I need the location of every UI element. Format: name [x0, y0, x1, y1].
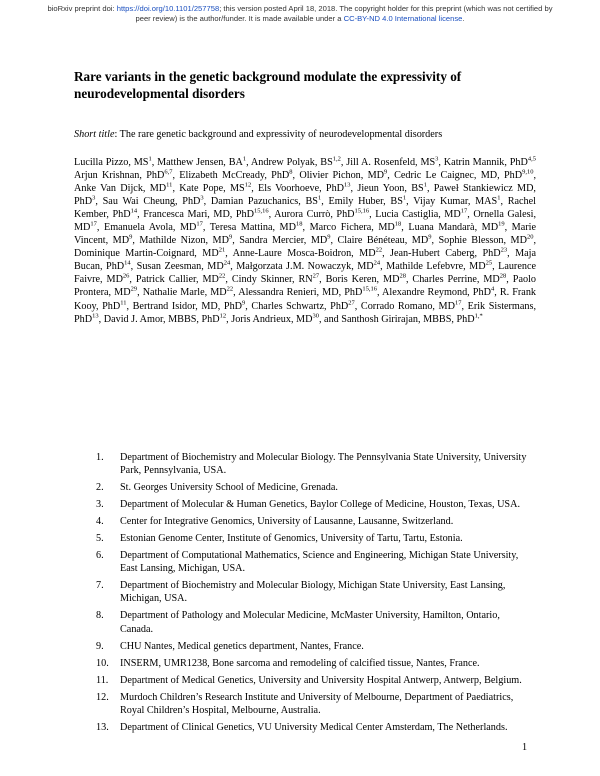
affiliation-text: Estonian Genome Center, Institute of Genomics, University of Tartu, Tartu, Estonia. — [120, 533, 463, 545]
affiliation-text: Department of Biochemistry and Molecular Biology. The Pennsylvania State University, University Park, Pennsylvania, USA. — [120, 452, 527, 477]
author-affiliation-marker: 3 — [200, 194, 204, 202]
author-affiliation-marker: 12 — [219, 312, 227, 320]
affiliation-text: INSERM, UMR1238, Bone sarcoma and remodeling of calcified tissue, Nantes, France. — [120, 657, 480, 669]
author-name: , Teresa Mattina, MD — [202, 222, 296, 234]
author-name: , Susan Zeesman, MD — [130, 261, 224, 273]
author-affiliation-marker: 1,2 — [332, 155, 341, 163]
author-name: , Marie Vincent, MD — [74, 222, 537, 247]
affiliation-number: 9. — [96, 640, 104, 652]
author-name: , Charles Perrine, MD — [405, 274, 500, 286]
affiliation-number: 2. — [96, 482, 104, 494]
author-affiliation-marker: 9 — [228, 233, 233, 241]
author-name: , Marco Fichera, MD — [302, 222, 395, 234]
affiliation-number: 5. — [96, 533, 104, 545]
author-affiliation-marker: 4,5 — [527, 155, 536, 163]
affiliation-number: 7. — [96, 580, 104, 592]
author-name: , Francesca Mari, MD, PhD — [137, 209, 255, 221]
author-affiliation-marker: 22 — [218, 273, 226, 281]
author-affiliation-marker: 9 — [242, 299, 246, 307]
author-name: , Paolo Prontera, MD — [74, 274, 536, 299]
author-name: , Luana Mandarà, MD — [401, 222, 499, 234]
author-affiliation-marker: 15,16 — [254, 207, 269, 215]
affiliation-item — [96, 451, 532, 477]
author-affiliation-marker: 17 — [460, 207, 468, 215]
author-name: , Olivier Pichon, MD — [292, 170, 385, 182]
author-name: , Boris Keren, MD — [319, 274, 400, 286]
affiliation-number: 13. — [96, 721, 109, 733]
affiliation-text: Department of Clinical Genetics, VU University Medical Center Amsterdam, The Netherlands. — [120, 721, 508, 733]
notice-middle: ; this version posted April 18, 2018. The copyright holder for this preprint (which was not certified by peer review) is the author/funder. It is made available under a — [135, 4, 553, 23]
author-affiliation-marker: 1 — [148, 155, 152, 163]
author-affiliation-marker: 1 — [497, 194, 501, 202]
author-name: , Nathalie Marle, MD — [137, 287, 227, 299]
affiliation-item — [96, 640, 532, 653]
author-name: , Corrado Romano, MD — [354, 300, 455, 312]
author-affiliation-marker: 9,10 — [522, 168, 534, 176]
affiliation-text: Department of Biochemistry and Molecular Biology, Michigan State University, East Lansing, Michigan, USA. — [120, 580, 506, 605]
affiliation-text: St. Georges University School of Medicine, Grenada. — [120, 482, 338, 494]
author-affiliation-marker: 20 — [526, 233, 534, 241]
affiliation-item — [96, 549, 532, 575]
author-name: , Alexandre Reymond, PhD — [376, 287, 491, 299]
author-name: , Andrew Polyak, BS — [246, 157, 333, 168]
affiliation-number: 11. — [96, 674, 109, 686]
author-affiliation-marker: 3 — [92, 194, 96, 202]
short-title — [74, 128, 544, 141]
author-name: , Jieun Yoon, BS — [350, 183, 424, 195]
affiliation-text: Department of Medical Genetics, University and University Hospital Antwerp, Antwerp, Belgium. — [120, 674, 522, 686]
affiliation-number: 12. — [96, 691, 109, 703]
author-name: , Lucia Castiglia, MD — [369, 209, 461, 221]
author-affiliation-marker: 17 — [90, 220, 97, 228]
affiliation-item — [96, 481, 532, 494]
author-name: Lucilla Pizzo, MS — [74, 157, 149, 168]
author-name: , Els Voorhoeve, PhD — [251, 183, 345, 195]
author-name: , Dominique Martin-Coignard, MD — [74, 235, 536, 260]
paper-title: Rare variants in the genetic background modulate the expressivity of neurodevelopmental disorders — [74, 69, 462, 101]
author-name: , Małgorzata J.M. Nowaczyk, MD — [230, 261, 374, 273]
short-title-text: The rare genetic background and expressivity of neurodevelopmental disorders — [119, 129, 443, 140]
author-affiliation-marker: 24 — [223, 259, 231, 267]
affiliation-number: 8. — [96, 610, 104, 622]
preprint-notice — [40, 4, 560, 23]
author-affiliation-marker: 17 — [196, 220, 203, 228]
affiliation-number: 6. — [96, 550, 104, 562]
author-affiliation-marker: 19 — [498, 220, 505, 228]
author-name: , Patrick Callier, MD — [129, 274, 219, 286]
author-affiliation-marker: 17 — [454, 299, 462, 307]
author-name: , Emily Huber, BS — [321, 196, 403, 208]
affiliation-item — [96, 691, 532, 717]
author-affiliation-marker: 3 — [435, 155, 439, 163]
author-name: , Aurora Currò, PhD — [268, 209, 355, 221]
affiliation-number: 10. — [96, 657, 109, 669]
author-name: , and Santhosh Girirajan, MBBS, PhD — [318, 313, 475, 325]
author-name: , Ornella Galesi, MD — [74, 209, 536, 234]
affiliation-item — [96, 609, 532, 635]
affiliation-text: Murdoch Children’s Research Institute and University of Melbourne, Department of Paediatrics, Royal Children’s Hospital, Melbourne, Australia. — [120, 691, 514, 716]
author-name: , Laurence Faivre, MD — [74, 261, 536, 286]
author-name: , Erik Sistermans, PhD — [74, 300, 536, 325]
author-affiliation-marker: 25 — [485, 259, 493, 267]
affiliation-text: CHU Nantes, Medical genetics department, Nantes, France. — [120, 640, 364, 652]
author-name: , Maja Bucan, PhD — [74, 248, 536, 273]
affiliation-item — [96, 515, 532, 528]
author-name: , Jill A. Rosenfeld, MS — [340, 157, 436, 168]
author-affiliation-marker: 1,* — [474, 312, 483, 320]
notice-prefix: bioRxiv preprint doi: — [47, 4, 117, 13]
author-affiliation-marker: 26 — [122, 273, 130, 281]
affiliation-text: Center for Integrative Genomics, University of Lausanne, Lausanne, Switzerland. — [120, 516, 454, 528]
author-affiliation-marker: 22 — [375, 246, 383, 254]
author-name: , Charles Schwartz, PhD — [245, 300, 349, 312]
author-affiliation-marker: 1 — [402, 194, 407, 202]
affiliation-text: Department of Computational Mathematics, Science and Engineering, Michigan State University, East Lansing, Michigan, USA. — [120, 550, 519, 575]
author-affiliation-marker: 6,7 — [164, 168, 173, 176]
affiliation-item — [96, 532, 532, 545]
notice-end: . — [462, 13, 465, 23]
author-name: , Claire Bénéteau, MD — [330, 235, 429, 247]
affiliation-item — [96, 657, 532, 670]
author-name: , Emanuela Avola, MD — [96, 222, 197, 234]
author-affiliation-marker: 1 — [423, 181, 427, 189]
author-affiliation-marker: 27 — [312, 273, 320, 281]
affiliation-list — [96, 451, 532, 738]
page-number: 1 — [522, 742, 528, 753]
affiliation-number: 1. — [96, 452, 104, 463]
author-name: , Bertrand Isidor, MD, PhD — [126, 300, 243, 312]
author-affiliation-marker: 14 — [130, 207, 138, 215]
author-name: , Cindy Skinner, RN — [225, 274, 313, 286]
affiliation-text: Department of Molecular & Human Genetics, Baylor College of Medicine, Houston, Texas, USA. — [120, 499, 520, 511]
author-name: , Kate Pope, MS — [172, 183, 245, 195]
author-name: , Alessandra Renieri, MD, PhD — [233, 287, 363, 299]
author-name: , Anke Van Dijck, MD — [74, 170, 536, 195]
author-name: , Joris Andrieux, MD — [226, 313, 313, 325]
author-name: , Sau Wai Cheung, PhD — [95, 196, 201, 208]
author-name: Arjun Krishnan, PhD — [74, 170, 165, 182]
author-name: , David J. Amor, MBBS, PhD — [98, 313, 220, 325]
author-affiliation-marker: 9 — [129, 233, 133, 241]
author-name: , Matthew Jensen, BA — [151, 157, 243, 168]
author-name: , Sophie Blesson, MD — [431, 235, 527, 247]
author-affiliation-marker: 15,16 — [362, 286, 377, 294]
author-list — [74, 156, 536, 326]
author-affiliation-marker: 13 — [344, 181, 351, 189]
author-affiliation-marker: 1 — [317, 194, 322, 202]
author-affiliation-marker: 9 — [428, 233, 432, 241]
author-affiliation-marker: 15,16 — [354, 207, 370, 215]
affiliation-number: 4. — [96, 516, 104, 528]
author-affiliation-marker: 18 — [295, 220, 303, 228]
affiliation-text: Department of Pathology and Molecular Medicine, McMaster University, Hamilton, Ontario, Canada. — [120, 610, 500, 635]
author-name: , R. Frank Kooy, PhD — [74, 287, 537, 312]
author-affiliation-marker: 24 — [373, 259, 381, 267]
author-name: , Vijay Kumar, MAS — [406, 196, 498, 208]
author-name: , Cedric Le Caignec, MD, PhD — [387, 170, 523, 182]
author-name: , Sandra Mercier, MD — [232, 235, 328, 247]
author-affiliation-marker: 23 — [500, 246, 508, 254]
affiliation-item — [96, 498, 532, 511]
author-affiliation-marker: 28 — [399, 273, 406, 281]
author-affiliation-marker: 11 — [166, 181, 173, 189]
short-title-sep: : — [114, 129, 120, 140]
author-affiliation-marker: 27 — [348, 299, 355, 307]
author-affiliation-marker: 22 — [226, 286, 234, 294]
author-affiliation-marker: 21 — [218, 246, 226, 254]
author-affiliation-marker: 9 — [327, 233, 331, 241]
doi-link[interactable]: https://doi.org/10.1101/257758 — [116, 4, 220, 13]
author-affiliation-marker: 1 — [242, 155, 247, 163]
author-affiliation-marker: 11 — [120, 299, 127, 307]
author-name: , Mathilde Lefebvre, MD — [380, 261, 486, 273]
author-name: , Katrin Mannik, PhD — [438, 157, 528, 168]
author-name: , Jean-Hubert Caberg, PhD — [382, 248, 501, 260]
author-name: , Paweł Stankiewicz MD, PhD — [74, 183, 536, 208]
license-link[interactable]: CC-BY-ND 4.0 International license — [343, 13, 463, 23]
author-affiliation-marker: 12 — [244, 181, 252, 189]
author-affiliation-marker: 13 — [92, 312, 99, 320]
affiliation-number: 3. — [96, 499, 104, 511]
affiliation-item — [96, 579, 532, 605]
author-name: , Anne-Laure Mosca-Boidron, MD — [225, 248, 376, 260]
author-name: , Damian Pazuchanics, BS — [203, 196, 318, 208]
affiliation-item — [96, 674, 532, 687]
author-name: , Rachel Kember, PhD — [74, 196, 536, 221]
author-affiliation-marker: 30 — [312, 312, 319, 320]
author-affiliation-marker: 4 — [490, 286, 495, 294]
author-name: , Elizabeth McCready, PhD — [172, 170, 290, 182]
author-affiliation-marker: 8 — [289, 168, 293, 176]
affiliation-item — [96, 721, 532, 734]
author-name: , Mathilde Nizon, MD — [132, 235, 229, 247]
short-title-label: Short title — [74, 129, 115, 140]
author-affiliation-marker: 14 — [124, 259, 131, 267]
author-affiliation-marker: 9 — [384, 168, 388, 176]
author-affiliation-marker: 29 — [130, 286, 138, 294]
author-affiliation-marker: 18 — [394, 220, 402, 228]
author-affiliation-marker: 28 — [499, 273, 507, 281]
